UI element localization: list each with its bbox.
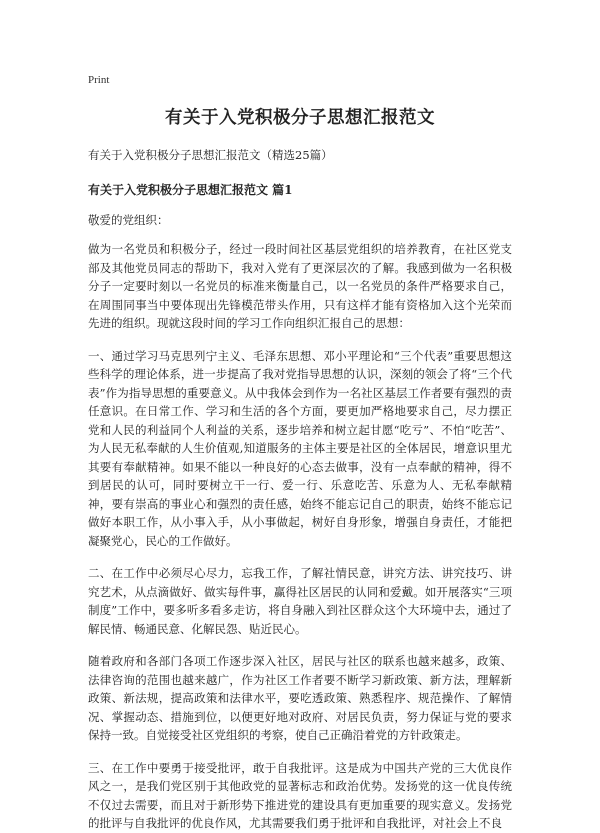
salutation: 敬爱的党组织：: [88, 213, 169, 227]
paragraph: 三、在工作中要勇于接受批评，敢于自我批评。这是成为中国共产党的三大优良作风之一，是我们党区别于其他政党的显著标志和政治优势。发扬党的这一优良传统不仅过去需要，而且对于新形势下推进党的建设具有更加重要的现实意义。发扬党的批评与自我批评的优良作风，尤其需要我们勇于批评和自我批评，对社会上不良: [88, 760, 512, 830]
print-link[interactable]: Print: [88, 74, 110, 86]
paragraph: 一、通过学习马克思列宁主义、毛泽东思想、邓小平理论和“三个代表”重要思想这些科学的理论体系，进一步提高了我对党指导思想的认识，深刻的领会了将“三个代表”作为指导思想的重要意义。从中我体会到作为一名社区基层工作者要有强烈的责任意识。在日常工作、学习和生活的各个方面，要更加严格地要求自己，尽力摆正党和人民的利益同个人利益的关系，逐步培养和树立起甘愿“吃亏”、不怕“吃苦”、为人民无私奉献的人生价值观,知道服务的主体主要是社区的全体居民，增意识里尤其要有奉献精神。如果不能以一种良好的心态去做事，没有一点奉献的精神，得不到居民的认可，同时要树立干一行、爱一行、乐意吃苦、乐意为人、无私奉献精神，要有崇高的事业心和强烈的责任感，始终不能忘记自己的职责，始终不能忘记做好本职工作，从小事入手，从小事做起，树好自身形象，增强自身责任，才能把凝聚党心，民心的工作做好。: [88, 348, 512, 548]
page-title: 有关于入党积极分子思想汇报范文: [165, 108, 435, 128]
paragraph: 二、在工作中必须尽心尽力，忘我工作，了解社情民意，讲究方法、讲究技巧、讲究艺术，从点滴做好、做实每件事，赢得社区居民的认同和爱戴。如开展落实“三项制度”工作中，要多听多看多走访，将自身融入到社区群众这个大环境中去，通过了解民情、畅通民意、化解民怨、贴近民心。: [88, 566, 512, 636]
subtitle: 有关于入党积极分子思想汇报范文（精选25篇）: [88, 148, 333, 162]
paragraph: 随着政府和各部门各项工作逐步深入社区，居民与社区的联系也越来越多，政策、法律咨询的范围也越来越广，作为社区工作者要不断学习新政策、新方法，理解新政策、新法规，提高政策和法律水平，要吃透政策、熟悉程序、规范操作、了解情况、掌握动态、措施到位，以便更好地对政府、对居民负责，努力保证与党的要求保持一致。自觉接受社区党组织的考察，使自己正确沿着党的方针政策走。: [88, 654, 512, 742]
paragraph: 做为一名党员和积极分子，经过一段时间社区基层党组织的培养教育，在社区党支部及其他党员同志的帮助下，我对入党有了更深层次的了解。我感到做为一名积极分子一定要时刻以一名党员的标准来衡量自己，以一名党员的条件严格要求自己，在周围同事当中要体现出先锋模范带头作用，只有这样才能有资格加入这个光荣而先进的组织。现就这段时间的学习工作向组织汇报自己的思想：: [88, 242, 512, 330]
section-heading: 有关于入党积极分子思想汇报范文 篇1: [88, 183, 293, 197]
